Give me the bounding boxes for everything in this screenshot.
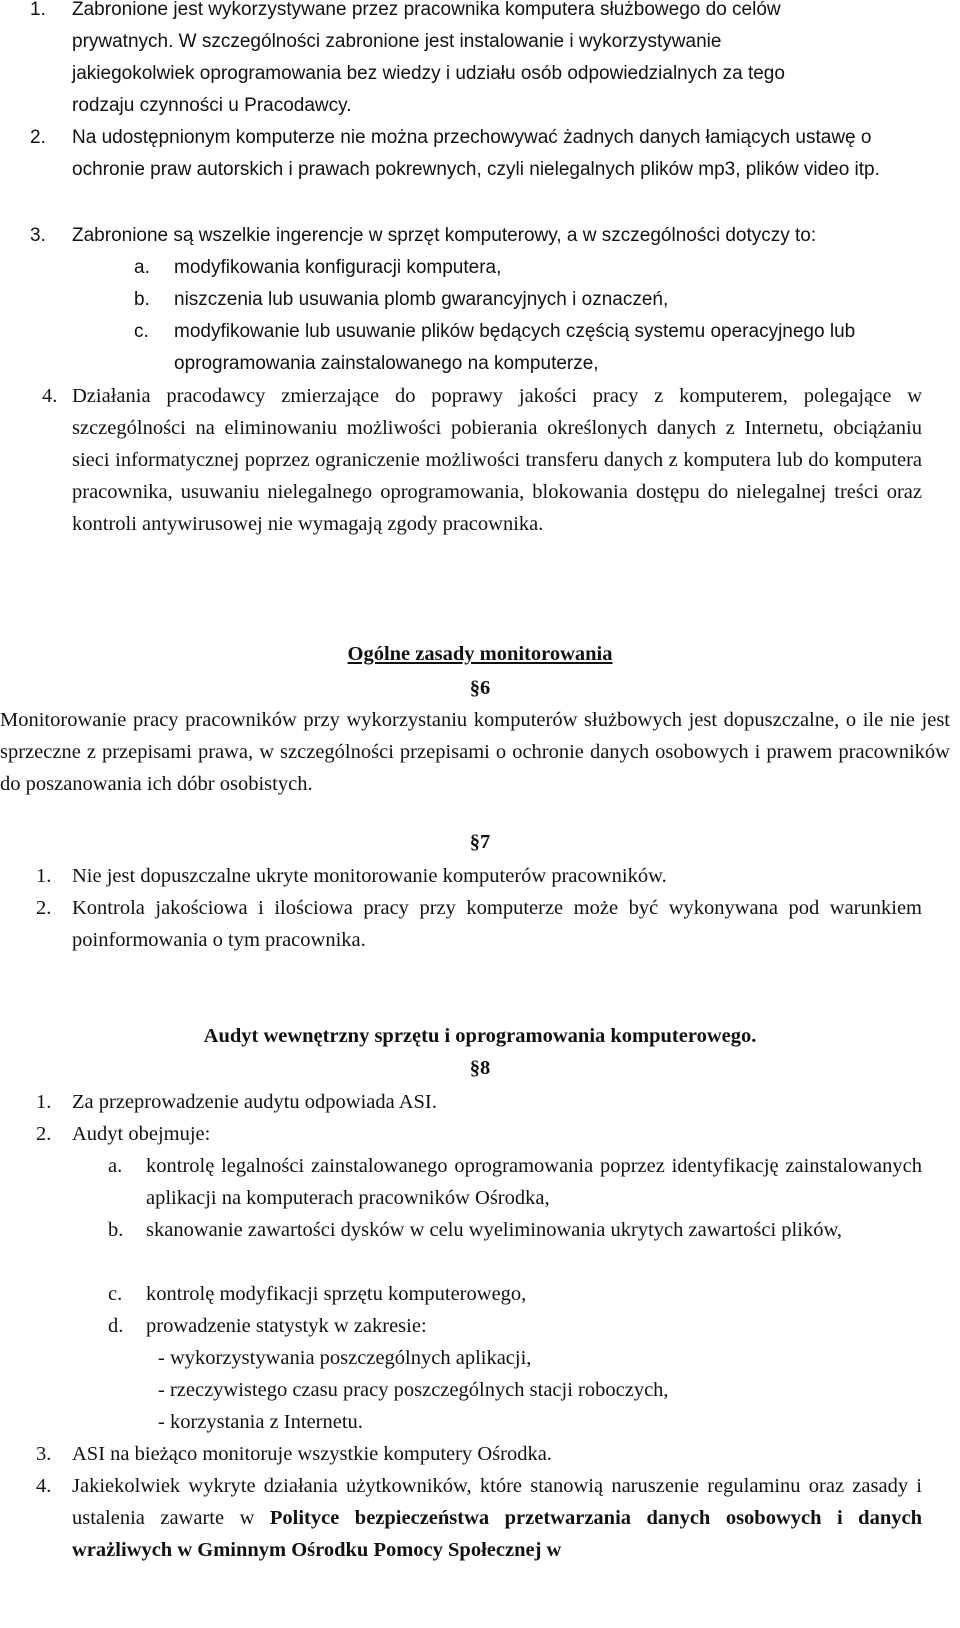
list-item: 2. Na udostępnionym komputerze nie można przechowywać żadnych danych łamiących ustawę o ochronie praw autorskich i prawach pokrewnych, czyli nielegalnych plików mp3, plików video itp.: [30, 127, 880, 180]
paragraph-mark-8: §8: [469, 1057, 491, 1079]
list-subitem: b. niszczenia lub usuwania plomb gwarancyjnych i oznaczeń,: [134, 289, 669, 310]
section-title-monitoring: Ogólne zasady monitorowania: [347, 643, 613, 665]
paragraph-6-text: Monitorowanie pracy pracowników przy wykorzystaniu komputerów służbowych jest dopuszczalne, o ile nie jest sprzeczne z przepisami prawa, w szczególności przepisami o ochronie danych osobowych i prawem pracowników do poszanowania ich dóbr osobistych.: [0, 709, 950, 795]
paragraph-mark-7: §7: [469, 831, 491, 853]
list-item: 2. Kontrola jakościowa i ilościowa pracy przy komputerze może być wykonywana pod warunkiem poinformowania o tym pracownika.: [36, 897, 922, 951]
list-item: 3. ASI na bieżąco monitoruje wszystkie komputery Ośrodka.: [36, 1443, 552, 1465]
dash-item: - wykorzystywania poszczególnych aplikacji,: [158, 1347, 532, 1369]
section-title-audit: Audyt wewnętrzny sprzętu i oprogramowania komputerowego.: [203, 1025, 757, 1047]
list-item: 3. Zabronione są wszelkie ingerencje w sprzęt komputerowy, a w szczególności dotyczy to:: [30, 225, 817, 246]
list-item: 1. Zabronione jest wykorzystywane przez pracownika komputera służbowego do celów prywatnych. W szczególności zabronione jest instalowanie i wykorzystywanie jakiegokolwiek oprogramowania bez wiedzy i udziału osób odpowiedzialnych za tego rodzaju czynności u Pracodawcy.: [30, 0, 785, 116]
list-item: 4. Jakiekolwiek wykryte działania użytkowników, które stanowią naruszenie regulaminu oraz zasady i ustalenia zawarte w Polityce bezpieczeństwa przetwarzania danych osobowych i danych wrażliwych w Gminnym Ośrodku Pomocy Społecznej w: [36, 1475, 922, 1561]
list-subitem: a. kontrolę legalności zainstalowanego oprogramowania poprzez identyfikację zainstalowanych aplikacji na komputerach pracowników Ośrodka,: [108, 1155, 922, 1209]
list-subitem: d. prowadzenie statystyk w zakresie:: [108, 1315, 427, 1337]
list-item: 2. Audyt obejmuje:: [36, 1123, 211, 1145]
dash-item: - rzeczywistego czasu pracy poszczególnych stacji roboczych,: [158, 1379, 669, 1401]
list-item: 1. Za przeprowadzenie audytu odpowiada ASI.: [36, 1091, 437, 1113]
list-subitem: b. skanowanie zawartości dysków w celu wyeliminowania ukrytych zawartości plików,: [108, 1219, 843, 1241]
paragraph-mark-6: §6: [469, 677, 491, 699]
list-subitem: c. modyfikowanie lub usuwanie plików będących częścią systemu operacyjnego lub oprogramowania zainstalowanego na komputerze,: [134, 321, 856, 374]
list-subitem: a. modyfikowania konfiguracji komputera,: [134, 257, 502, 278]
list-item: 4. Działania pracodawcy zmierzające do poprawy jakości pracy z komputerem, polegające w szczególności na eliminowaniu możliwości pobierania określonych danych z Internetu, obciążaniu sieci informatycznej poprzez ograniczenie możliwości transferu danych z komputera lub do komputera pracownika, usuwaniu nielegalnego oprogramowania, blokowania dostępu do nielegalnej treści oraz kontroli antywirusowej nie wymagają zgody pracownika.: [42, 385, 922, 535]
list-item: 1. Nie jest dopuszczalne ukryte monitorowanie komputerów pracowników.: [36, 865, 667, 887]
dash-item: - korzystania z Internetu.: [158, 1411, 363, 1433]
list-subitem: c. kontrolę modyfikacji sprzętu komputerowego,: [108, 1283, 527, 1305]
